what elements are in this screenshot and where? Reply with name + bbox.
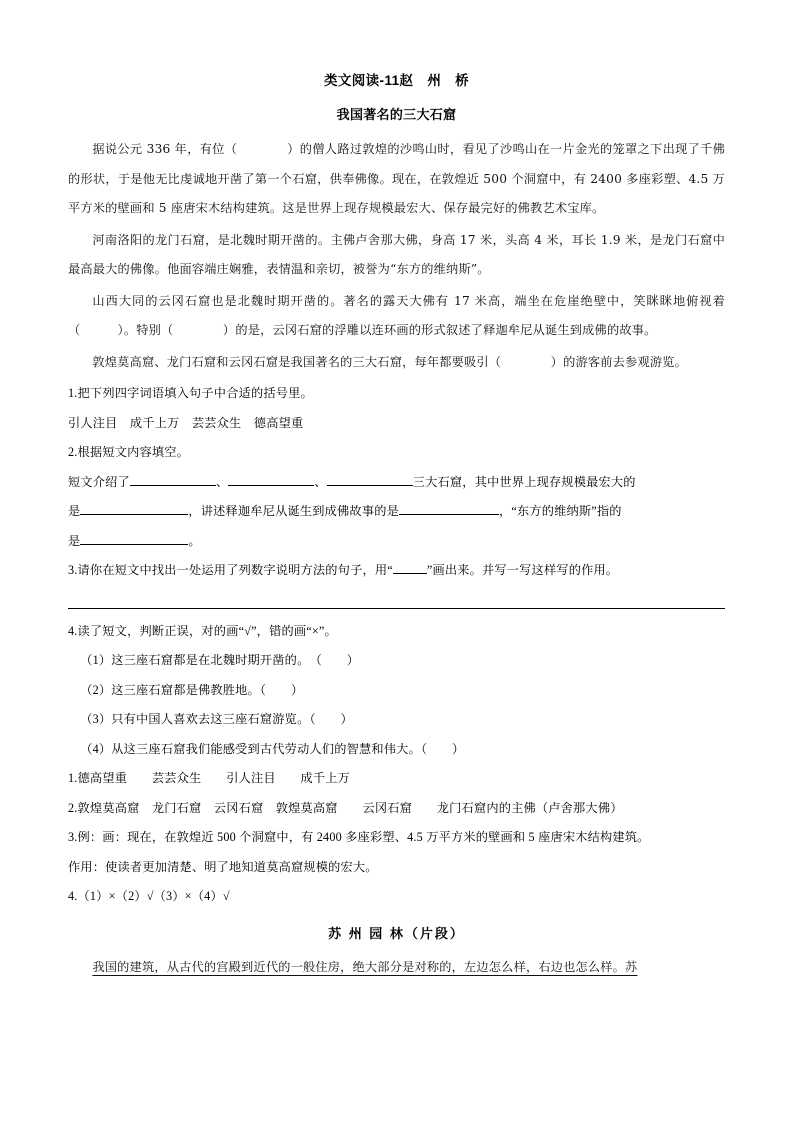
answer-key-item: 4.（1）×（2）√（3）×（4）√ (68, 889, 230, 904)
q2-text: 三大石窟，其中世界上现存规模最宏大的 (412, 474, 636, 489)
question-1-prompt: 1.把下列四字词语填入句子中合适的括号里。 (68, 386, 313, 401)
q2-text: 。 (188, 533, 201, 548)
page-title: 类文阅读-11赵 州 桥 (323, 73, 470, 88)
answer-blank[interactable] (80, 502, 188, 515)
question-2-line-3 (68, 527, 725, 557)
question-3-writing-line[interactable] (68, 608, 725, 609)
answer-key-item: 3.例：画：现在，在敦煌近 500 个洞窟中，有 2400 多座彩塑、4.5 万平方米的壁画和 5 座唐宋木结构建筑。 (68, 830, 650, 845)
passage-paragraph: 敦煌莫高窟、龙门石窟和云冈石窟是我国著名的三大石窟，每年都要吸引（ ）的游客前去参观游览。 (92, 354, 687, 369)
question-1-word-bank: 引人注目 成千上万 芸芸众生 德高望重 (68, 415, 304, 430)
answer-blank[interactable] (399, 502, 499, 515)
question-section (68, 379, 725, 764)
underline-mark-blank[interactable] (393, 561, 427, 574)
question-4-prompt: 4.读了短文，判断正误，对的画“√”，错的画“×”。 (68, 623, 337, 638)
answer-key-item: 作用：使读者更加清楚、明了地知道莫高窟规模的宏大。 (68, 859, 378, 874)
q3-text: ”画出来。并写一写这样写的作用。 (426, 563, 619, 578)
question-3-prompt (68, 556, 725, 586)
answer-blank[interactable] (327, 473, 413, 486)
question-4-item: （4）从这三座石窟我们能感受到古代劳动人们的智慧和伟大。（ ） (80, 741, 465, 756)
reading-passage (68, 135, 725, 377)
passage-paragraph: 据说公元 336 年，有位（ ）的僧人路过敦煌的沙鸣山时，看见了沙鸣山在一片金光的笼罩之下出现了千佛的形状，于是他无比虔诚地开凿了第一个石窟，供奉佛像。现在，在敦煌近 500 个洞窟中，有 2400 多座彩塑、4.5 万平方米的壁画和 5 座唐宋木结构建筑。这是世界上现存规模最宏大、保存最完好的佛教艺术宝库。 (68, 142, 725, 216)
question-4-item: （2）这三座石窟都是佛教胜地。（ ） (80, 682, 304, 697)
article-title: 我国著名的三大石窟 (336, 106, 457, 122)
question-4-item: （3）只有中国人喜欢去这三座石窟游览。（ ） (80, 712, 353, 727)
q3-text: 3.请你在短文中找出一处运用了列数字说明方法的句子，用“ (68, 563, 393, 578)
question-2-prompt: 2.根据短文内容填空。 (68, 445, 190, 460)
q2-text: 、 (215, 474, 229, 489)
question-2-line-1 (68, 468, 725, 498)
answer-key-section (68, 764, 725, 912)
q2-text: ，讲述释迦牟尼从诞生到成佛故事的是 (188, 504, 399, 519)
passage-paragraph: 山西大同的云冈石窟也是北魏时期开凿的。著名的露天大佛有 17 米高，端坐在危崖绝壁中，笑眯眯地俯视着（ ）。特别（ ）的是，云冈石窟的浮雕以连环画的形式叙述了释迦牟尼从诞生到成佛的故事。 (68, 293, 725, 338)
q2-text: 是 (68, 504, 81, 519)
passage-paragraph: 河南洛阳的龙门石窟，是北魏时期开凿的。主佛卢舍那大佛，身高 17 米，头高 4 米，耳长 1.9 米，是龙门石窟中最高最大的佛像。他面容端庄娴雅，表情温和亲切，被誉为“东方的维纳斯”。 (68, 232, 725, 277)
question-2-line-2 (68, 497, 725, 527)
answer-blank[interactable] (130, 473, 216, 486)
q2-text: 、 (314, 474, 327, 489)
q2-text: 短文介绍了 (68, 474, 130, 489)
q2-text: ，“东方的维纳斯”指的 (498, 504, 622, 519)
q2-text: 是 (68, 533, 81, 548)
answer-key-item: 2.敦煌莫高窟 龙门石窟 云冈石窟 敦煌莫高窟 云冈石窟 龙门石窟内的主佛（卢舍那大佛） (68, 800, 623, 815)
answer-key-item: 1.德高望重 芸芸众生 引人注目 成千上万 (68, 771, 351, 786)
question-4-item: （1）这三座石窟都是在北魏时期开凿的。 （ ） (80, 653, 360, 668)
second-article-first-line: 我国的建筑，从古代的宫殿到近代的一般住房，绝大部分是对称的，左边怎么样，右边也怎么样。苏 (92, 959, 638, 974)
answer-blank[interactable] (80, 532, 188, 545)
answer-blank[interactable] (228, 473, 314, 486)
second-article-title: 苏 州 园 林（片段） (328, 925, 465, 941)
